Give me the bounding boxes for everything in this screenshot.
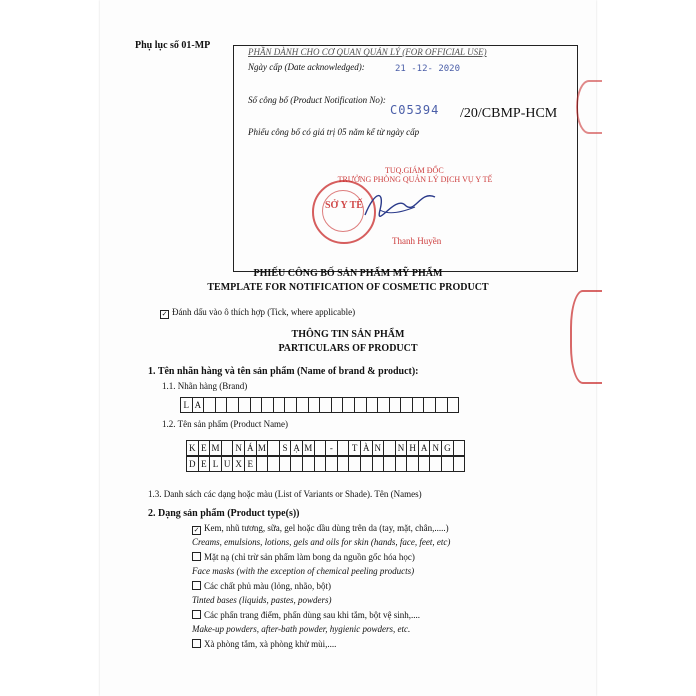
char-cell	[407, 457, 419, 471]
char-cell	[454, 441, 465, 455]
char-cell	[367, 398, 379, 412]
product-type-label-vi: Kem, nhũ tương, sữa, gel hoặc dầu dùng trên da (tay, mặt, chân,.....)	[204, 523, 449, 533]
char-cell	[378, 398, 390, 412]
char-cell	[320, 398, 332, 412]
checked-box-icon[interactable]: ✓	[193, 526, 200, 534]
char-cell: U	[222, 457, 234, 471]
char-cell: A	[193, 398, 205, 412]
product-type-label-vi: Các chất phủ màu (lỏng, nhão, bột)	[204, 581, 331, 591]
char-cell	[291, 457, 303, 471]
form-title-vi: PHIẾU CÔNG BỐ SẢN PHẨM MỸ PHẨM	[253, 268, 443, 279]
char-cell	[384, 441, 396, 455]
char-cell	[227, 398, 239, 412]
signer-name: Thanh Huyền	[392, 236, 442, 246]
unchecked-box-icon[interactable]	[192, 581, 201, 590]
char-cell	[384, 457, 396, 471]
char-cell: E	[199, 457, 211, 471]
char-cell: H	[407, 441, 419, 455]
signer-title-2: TRƯỞNG PHÒNG QUẢN LÝ DỊCH VỤ Y TẾ	[337, 175, 493, 184]
char-cell: E	[199, 441, 211, 455]
checked-box-icon: ✓	[161, 310, 168, 318]
char-cell: A	[419, 441, 431, 455]
char-cell: À	[361, 441, 373, 455]
unchecked-box-icon[interactable]	[192, 552, 201, 561]
char-cell	[448, 398, 459, 412]
signer-title-1: TUQ.GIÁM ĐỐC	[385, 166, 444, 175]
section-title-vi: THÔNG TIN SẢN PHẨM	[291, 329, 405, 340]
char-cell: D	[187, 457, 199, 471]
brand-char-grid	[180, 397, 459, 413]
annex-label: Phụ lục số 01-MP	[135, 40, 211, 51]
char-cell: M	[303, 441, 315, 455]
char-cell	[326, 457, 338, 471]
char-cell: Ạ	[291, 441, 303, 455]
char-cell	[430, 457, 442, 471]
char-cell	[303, 457, 315, 471]
char-cell	[332, 398, 344, 412]
char-cell	[396, 457, 408, 471]
section-1-heading: 1. Tên nhãn hàng và tên sản phẩm (Name of brand & product):	[148, 366, 419, 377]
variants-label: 1.3. Danh sách các dạng hoặc màu (List of Variants or Shade). Tên (Names)	[148, 489, 422, 499]
char-cell	[390, 398, 402, 412]
char-cell: K	[187, 441, 199, 455]
char-cell: M	[210, 441, 222, 455]
date-label: Ngày cấp (Date acknowledged):	[248, 62, 365, 72]
char-cell: G	[442, 441, 454, 455]
char-cell	[442, 457, 454, 471]
char-cell	[251, 398, 263, 412]
notification-number-suffix: /20/CBMP-HCM	[460, 106, 558, 121]
char-cell	[274, 398, 286, 412]
product-type-option[interactable]	[192, 552, 415, 562]
char-cell	[454, 457, 465, 471]
date-value: 21 -12- 2020	[395, 64, 461, 74]
number-label: Số công bố (Product Notification No):	[248, 95, 386, 105]
char-cell	[262, 398, 274, 412]
document-page	[100, 0, 596, 696]
char-cell	[216, 398, 228, 412]
char-cell	[280, 457, 292, 471]
char-cell: S	[280, 441, 292, 455]
product-type-option[interactable]	[192, 639, 336, 649]
product-type-label-en: Face masks (with the exception of chemical peeling products)	[192, 566, 415, 576]
char-cell	[309, 398, 321, 412]
char-cell	[239, 398, 251, 412]
tick-note	[160, 307, 355, 319]
char-cell	[419, 457, 431, 471]
char-cell: N	[233, 441, 245, 455]
char-cell	[268, 441, 280, 455]
char-cell	[285, 398, 297, 412]
unchecked-box-icon[interactable]	[192, 610, 201, 619]
char-cell	[338, 457, 350, 471]
validity-label: Phiếu công bố có giá trị 05 năm kể từ ngày cấp	[248, 127, 420, 137]
unchecked-box-icon[interactable]	[192, 639, 201, 648]
char-cell	[343, 398, 355, 412]
char-cell: -	[326, 441, 338, 455]
product-type-label-en: Make-up powders, after-bath powder, hygienic powders, etc.	[192, 624, 411, 634]
stamp-text: SỞ Y TẾ	[325, 200, 363, 211]
signature-mark	[360, 185, 440, 225]
product-type-option[interactable]	[192, 581, 331, 591]
char-cell: Á	[245, 441, 257, 455]
char-cell: N	[396, 441, 408, 455]
char-cell	[349, 457, 361, 471]
char-cell	[222, 441, 234, 455]
form-title-en: TEMPLATE FOR NOTIFICATION OF COSMETIC PRODUCT	[207, 282, 489, 293]
char-cell: N	[373, 441, 385, 455]
char-cell	[204, 398, 216, 412]
char-cell	[413, 398, 425, 412]
char-cell	[355, 398, 367, 412]
char-cell	[315, 441, 327, 455]
char-cell: L	[210, 457, 222, 471]
char-cell	[361, 457, 373, 471]
char-cell: N	[430, 441, 442, 455]
char-cell	[436, 398, 448, 412]
char-cell: X	[233, 457, 245, 471]
char-cell: T	[349, 441, 361, 455]
section-2-heading: 2. Dạng sản phẩm (Product type(s))	[148, 508, 300, 519]
char-cell	[268, 457, 280, 471]
product-name-grid-row-2	[186, 456, 465, 472]
notification-number: C05394	[390, 103, 440, 117]
edge-seal-stamp-top	[576, 80, 602, 134]
product-type-label-vi: Các phấn trang điểm, phấn dùng sau khi tắm, bột vệ sinh,....	[204, 610, 420, 620]
char-cell	[401, 398, 413, 412]
official-use-title: PHẦN DÀNH CHO CƠ QUAN QUẢN LÝ (FOR OFFICIAL USE)	[248, 47, 487, 57]
char-cell	[257, 457, 269, 471]
product-name-grid-row-1	[186, 440, 465, 456]
product-type-option[interactable]	[192, 523, 449, 535]
product-name-label: 1.2. Tên sản phẩm (Product Name)	[162, 419, 289, 429]
char-cell: M	[257, 441, 269, 455]
product-type-label-vi: Mặt nạ (chỉ trừ sản phẩm làm bong da nguồn gốc hóa học)	[204, 552, 415, 562]
char-cell	[424, 398, 436, 412]
product-type-label-en: Tinted bases (liquids, pastes, powders)	[192, 595, 332, 605]
product-type-label-vi: Xà phòng tắm, xà phòng khử mùi,....	[204, 639, 337, 649]
char-cell: L	[181, 398, 193, 412]
product-type-option[interactable]	[192, 610, 420, 620]
tick-note-text: Đánh dấu vào ô thích hợp (Tick, where applicable)	[172, 307, 356, 317]
char-cell	[297, 398, 309, 412]
char-cell: E	[245, 457, 257, 471]
char-cell	[373, 457, 385, 471]
brand-label: 1.1. Nhãn hàng (Brand)	[162, 381, 248, 391]
section-title-en: PARTICULARS OF PRODUCT	[278, 343, 418, 354]
char-cell	[315, 457, 327, 471]
char-cell	[338, 441, 350, 455]
product-type-label-en: Creams, emulsions, lotions, gels and oils for skin (hands, face, feet, etc)	[192, 537, 451, 547]
